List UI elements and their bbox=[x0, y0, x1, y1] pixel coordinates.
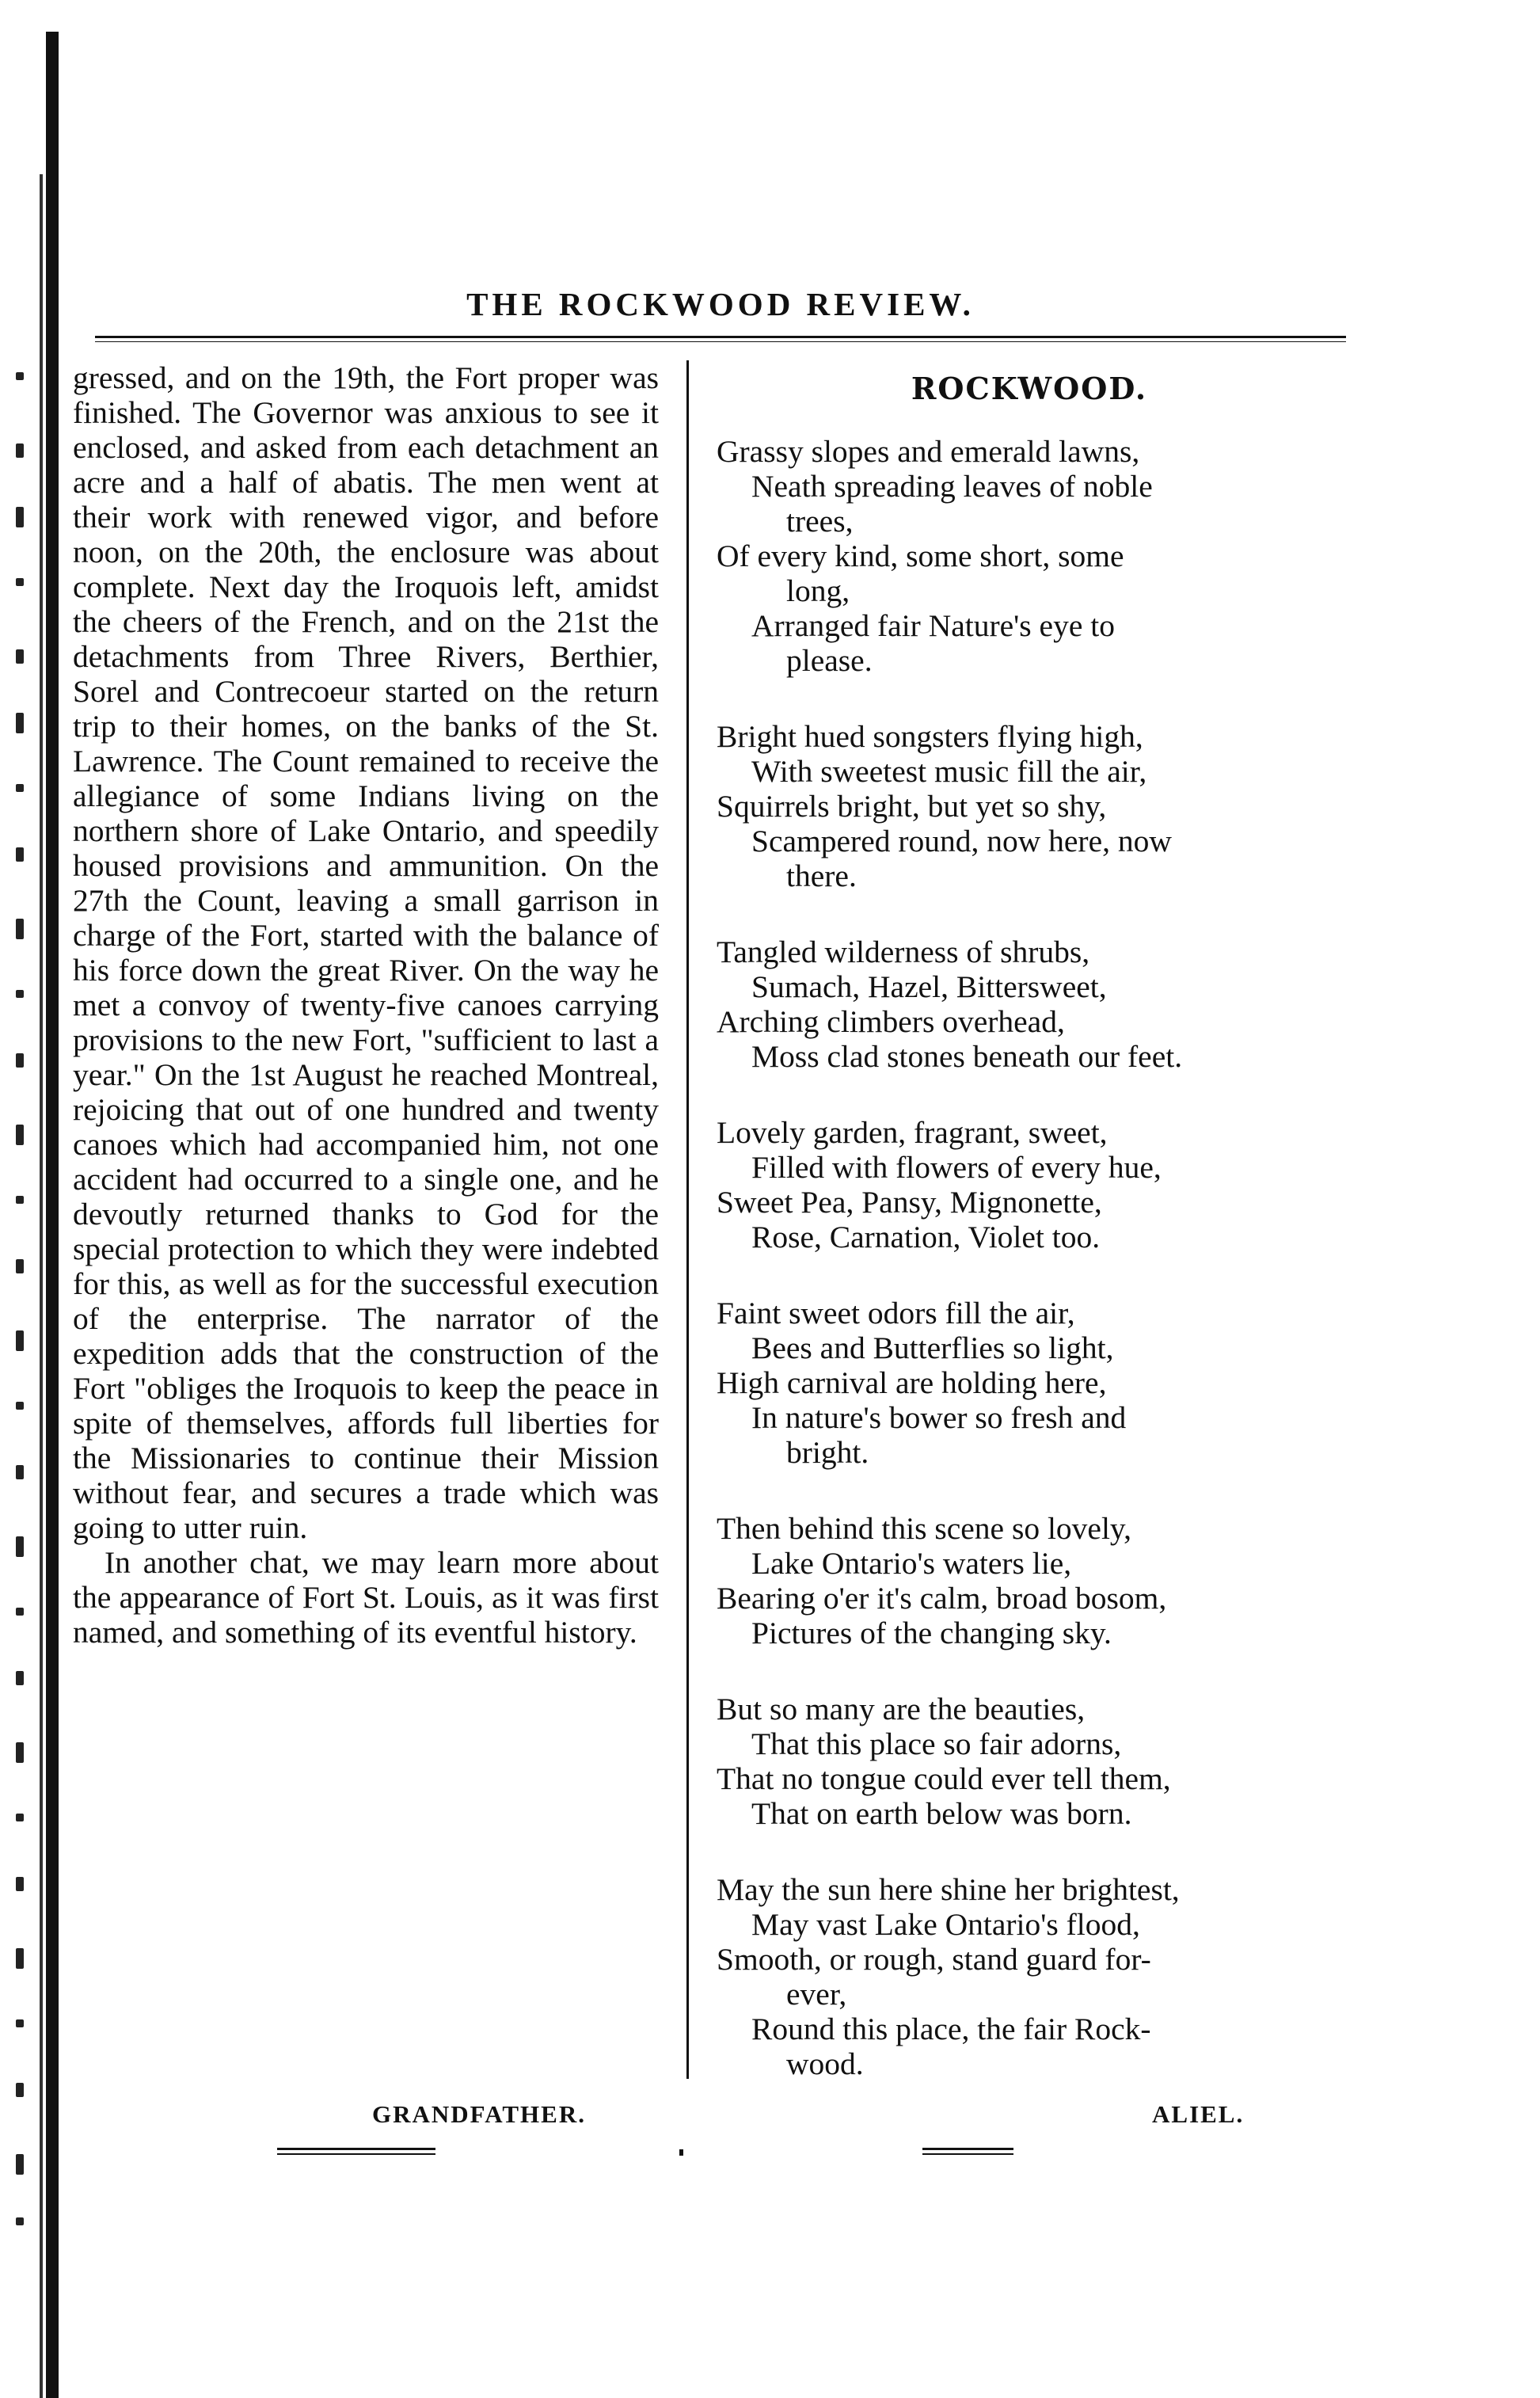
poem-stanza bbox=[717, 434, 1342, 678]
article-column bbox=[73, 360, 659, 1650]
poem-line: Of every kind, some short, some bbox=[717, 539, 1124, 573]
poem-line: Faint sweet odors fill the air, bbox=[717, 1296, 1075, 1330]
margin-speck bbox=[16, 1742, 24, 1763]
margin-speck bbox=[16, 2019, 24, 2027]
poem-line: May the sun here shine her brightest, bbox=[717, 1872, 1180, 1907]
article-signature: GRANDFATHER. bbox=[372, 2100, 586, 2128]
poem-line: Then behind this scene so lovely, bbox=[717, 1511, 1131, 1546]
poem-line: Rose, Carnation, Violet too. bbox=[751, 1220, 1101, 1254]
poem-stanza bbox=[717, 1872, 1342, 2081]
binding-edge bbox=[46, 32, 59, 2398]
poem-line: Grassy slopes and emerald lawns, bbox=[717, 434, 1140, 469]
poem-line: That on earth below was born. bbox=[751, 1796, 1132, 1831]
poem-line: Squirrels bright, but yet so shy, bbox=[717, 789, 1107, 824]
poem-line: long, bbox=[786, 573, 850, 608]
poem-stanza bbox=[717, 719, 1342, 893]
margin-speck bbox=[16, 1259, 24, 1273]
poem-line: wood. bbox=[786, 2046, 864, 2081]
poem-line: That no tongue could ever tell them, bbox=[717, 1761, 1171, 1796]
poem-line: there. bbox=[786, 858, 857, 893]
poem-line: Scampered round, now here, now bbox=[751, 824, 1172, 858]
poem-line: May vast Lake Ontario's flood, bbox=[751, 1907, 1140, 1942]
poem-line: Bees and Butterflies so light, bbox=[751, 1330, 1114, 1365]
poem-line: please. bbox=[786, 643, 873, 678]
poem-line: Neath spreading leaves of noble bbox=[751, 469, 1153, 504]
poem-line: High carnival are holding here, bbox=[717, 1365, 1107, 1400]
poem-line: Round this place, the fair Rock- bbox=[751, 2012, 1151, 2046]
column-divider bbox=[686, 360, 689, 2079]
poem-stanza bbox=[717, 934, 1342, 1074]
poem-line: Arching climbers overhead, bbox=[717, 1004, 1065, 1039]
margin-speck bbox=[16, 990, 24, 998]
poem-stanza bbox=[717, 1115, 1342, 1254]
poem-line: Lake Ontario's waters lie, bbox=[751, 1546, 1072, 1581]
margin-speck bbox=[16, 784, 24, 792]
poem-line: trees, bbox=[786, 504, 854, 539]
center-dot bbox=[679, 2149, 683, 2156]
margin-speck bbox=[16, 372, 24, 380]
margin-speck bbox=[16, 1608, 24, 1616]
poem-line: But so many are the beauties, bbox=[717, 1692, 1086, 1726]
margin-speck bbox=[16, 2217, 24, 2225]
poem-line: Bright hued songsters flying high, bbox=[717, 719, 1143, 754]
margin-speck bbox=[16, 578, 24, 586]
article-paragraph: gressed, and on the 19th, the Fort proper was finished. The Governor was anxious to see it enclosed, and asked from each detachment an acre and a half of abatis. The men went at their work with renewed vigor, and before noon, on the 20th, the enclosure was about complete. Next day the Iroquois left, amidst the cheers of the French, and on the 21st the detachments from Three Rivers, Berthier, Sorel and Contrecoeur started on the return trip to their homes, on the banks of the St. Lawrence. The Count remained to receive the allegiance of some Indians living on the northern shore of Lake Ontario, and speedily housed provisions and ammunition. On the 27th the Count, leaving a small garrison in charge of the Fort, started with the balance of his force down the great River. On the way he met a convoy of twenty-five canoes carrying provisions to the new Fort, "sufficient to last a year." On the 1st August he reached Montreal, rejoicing that out of one hundred and twenty canoes which had accompanied him, not one accident had occurred to a single one, and he devoutly returned thanks to God for the special protection to which they were indebted for this, as well as for the successful execution of the enterprise. The narrator of the expedition adds that the construction of the Fort "obliges the Iroquois to keep the peace in spite of themselves, affords full liberties for the Missionaries to continue their Mission without fear, and secures a trade which was going to utter ruin. bbox=[73, 360, 659, 1545]
margin-speck bbox=[16, 1536, 24, 1557]
poem-line: Tangled wilderness of shrubs, bbox=[717, 934, 1090, 969]
margin-speck bbox=[16, 1814, 24, 1821]
poem-line: With sweetest music fill the air, bbox=[751, 754, 1147, 789]
binding-edge-shadow bbox=[40, 174, 43, 2398]
poem-column bbox=[717, 434, 1342, 2122]
poem-line: Filled with flowers of every hue, bbox=[751, 1150, 1162, 1185]
margin-speck bbox=[16, 2154, 24, 2175]
poem-line: Pictures of the changing sky. bbox=[751, 1616, 1112, 1650]
poem-line: In nature's bower so fresh and bbox=[751, 1400, 1127, 1435]
poem-line: Arranged fair Nature's eye to bbox=[751, 608, 1115, 643]
margin-speck bbox=[16, 1465, 24, 1479]
margin-speck bbox=[16, 1948, 24, 1969]
poem-line: bright. bbox=[786, 1435, 869, 1470]
margin-speck bbox=[16, 1196, 24, 1204]
poem-line: Smooth, or rough, stand guard for- bbox=[717, 1942, 1151, 1977]
margin-speck bbox=[16, 2083, 24, 2097]
margin-speck bbox=[16, 919, 24, 939]
poem-stanza bbox=[717, 1692, 1342, 1831]
margin-speck bbox=[16, 1125, 24, 1145]
poem-stanza bbox=[717, 1296, 1342, 1470]
margin-speck bbox=[16, 713, 24, 733]
margin-speck bbox=[16, 1671, 24, 1685]
margin-speck bbox=[16, 507, 24, 527]
header-rule bbox=[95, 336, 1346, 342]
margin-bleedthrough bbox=[6, 372, 35, 2273]
margin-speck bbox=[16, 1053, 24, 1068]
poem-line: Bearing o'er it's calm, broad bosom, bbox=[717, 1581, 1167, 1616]
poem-line: ever, bbox=[786, 1977, 847, 2012]
poem-signature: ALIEL. bbox=[1152, 2100, 1245, 2128]
running-header: THE ROCKWOOD REVIEW. bbox=[466, 286, 975, 322]
end-rule-left bbox=[277, 2148, 435, 2155]
margin-speck bbox=[16, 847, 24, 862]
margin-speck bbox=[16, 443, 24, 458]
poem-title: ROCKWOOD. bbox=[911, 371, 1148, 406]
poem-stanza bbox=[717, 1511, 1342, 1650]
poem-line: That this place so fair adorns, bbox=[751, 1726, 1122, 1761]
margin-speck bbox=[16, 1330, 24, 1351]
margin-speck bbox=[16, 1877, 24, 1891]
poem-line: Sumach, Hazel, Bittersweet, bbox=[751, 969, 1107, 1004]
end-rule-right bbox=[922, 2148, 1013, 2155]
poem-line: Lovely garden, fragrant, sweet, bbox=[717, 1115, 1108, 1150]
article-paragraph: In another chat, we may learn more about the appearance of Fort St. Louis, as it was first named, and something of its eventful history. bbox=[73, 1545, 659, 1650]
poem-line: Moss clad stones beneath our feet. bbox=[751, 1039, 1183, 1074]
margin-speck bbox=[16, 649, 24, 664]
poem-line: Sweet Pea, Pansy, Mignonette, bbox=[717, 1185, 1102, 1220]
margin-speck bbox=[16, 1402, 24, 1410]
